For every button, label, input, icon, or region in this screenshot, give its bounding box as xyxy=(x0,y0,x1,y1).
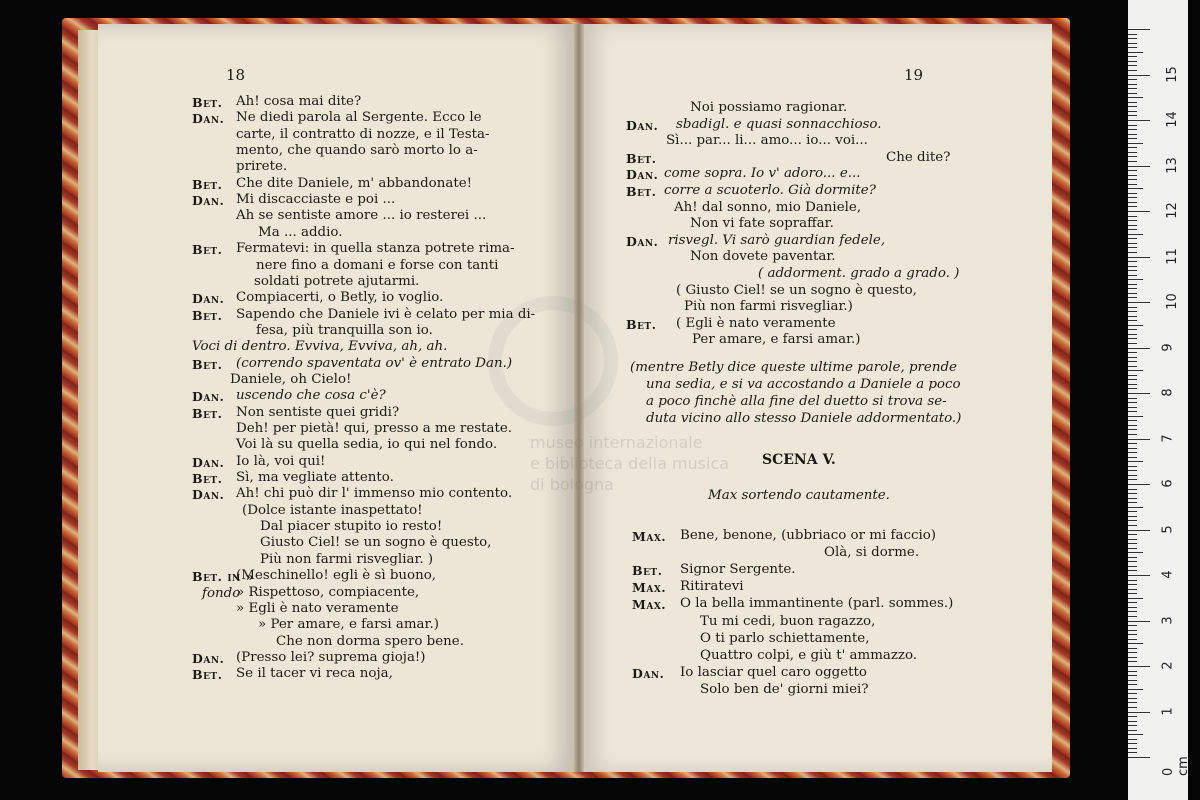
text-line: ( Egli è nato veramente xyxy=(676,315,836,331)
ruler-tick xyxy=(1128,484,1150,485)
ruler-label: 12 xyxy=(1164,202,1180,219)
ruler-tick xyxy=(1128,716,1137,717)
ruler-tick xyxy=(1128,675,1137,676)
ruler-tick xyxy=(1128,166,1150,167)
ruler-label: 0 cm xyxy=(1161,756,1191,776)
ruler-tick xyxy=(1128,125,1137,126)
ruler-tick xyxy=(1128,721,1137,722)
ruler-tick xyxy=(1128,543,1137,544)
speaker-label: Dan. xyxy=(192,454,225,470)
speaker-label: Bet. xyxy=(626,184,657,199)
ruler-label: 3 xyxy=(1160,615,1176,625)
text-line: Ritiratevi xyxy=(680,579,744,595)
text-line: Non dovete paventar. xyxy=(690,249,836,265)
ruler-tick xyxy=(1128,630,1137,631)
ruler-tick xyxy=(1128,743,1137,744)
text-line: ( addorment. grado a grado. ) xyxy=(758,266,960,281)
ruler-tick xyxy=(1128,434,1137,435)
ruler-label: 14 xyxy=(1164,111,1180,128)
ruler-tick xyxy=(1128,639,1137,640)
text-line: Giusto Ciel! se un sogno è questo, xyxy=(260,535,492,551)
ruler-tick xyxy=(1128,407,1137,408)
ruler-tick xyxy=(1128,75,1150,76)
ruler-tick xyxy=(1128,643,1143,644)
stage-direction-line: a poco finchè alla fine del duetto si trova se- xyxy=(646,394,947,409)
ruler-tick xyxy=(1128,661,1137,662)
ruler-tick xyxy=(1128,388,1137,389)
ruler-tick xyxy=(1128,589,1137,590)
ruler-tick xyxy=(1128,552,1143,553)
text-line: ( Giusto Ciel! se un sogno è questo, xyxy=(676,282,917,298)
text-line: prirete. xyxy=(236,159,288,175)
text-line: Quattro colpi, e giù t' ammazzo. xyxy=(700,647,918,663)
text-line: Che dite Daniele, m' abbandonate! xyxy=(236,175,473,191)
ruler-tick xyxy=(1128,425,1137,426)
text-line: Signor Sergente. xyxy=(680,562,796,578)
ruler-tick xyxy=(1128,311,1137,312)
speaker-label: Dan. xyxy=(192,389,225,405)
ruler-tick xyxy=(1128,202,1137,203)
ruler-tick xyxy=(1128,475,1137,476)
text-line: (Dolce istante inaspettato! xyxy=(242,502,423,518)
text-line: » Per amare, e farsi amar.) xyxy=(258,617,439,633)
ruler-tick xyxy=(1128,730,1137,731)
ruler-tick xyxy=(1128,666,1150,667)
ruler-tick xyxy=(1128,106,1137,107)
ruler-tick xyxy=(1128,680,1137,681)
text-line: » Egli è nato veramente xyxy=(236,600,399,616)
ruler-tick xyxy=(1128,175,1137,176)
text-line: Voi là su quella sedia, io qui nel fondo. xyxy=(236,437,498,453)
speaker-label: Bet. in » xyxy=(192,569,254,585)
ruler-tick xyxy=(1128,193,1137,194)
speaker-label: Bet. xyxy=(626,316,657,332)
ruler-tick xyxy=(1128,416,1143,417)
ruler-tick xyxy=(1128,561,1137,562)
ruler-tick xyxy=(1128,129,1137,130)
ruler-tick xyxy=(1128,443,1137,444)
text-line: Solo ben de' giorni miei? xyxy=(700,681,869,697)
ruler-tick xyxy=(1128,247,1137,248)
text-line: sbadigl. e quasi sonnacchioso. xyxy=(676,116,882,132)
ruler-tick xyxy=(1128,65,1137,66)
ruler-tick xyxy=(1128,352,1137,353)
ruler-tick xyxy=(1128,384,1137,385)
ruler-tick xyxy=(1128,216,1137,217)
ruler-tick xyxy=(1128,393,1150,394)
speaker-label: Dan. xyxy=(626,167,659,183)
ruler-tick xyxy=(1128,84,1137,85)
ruler-tick xyxy=(1128,147,1137,148)
text-line: fesa, più tranquilla son io. xyxy=(256,322,433,338)
speaker-label: Dan. xyxy=(626,117,659,133)
ruler-tick xyxy=(1128,70,1137,71)
ruler-tick xyxy=(1128,97,1143,98)
ruler-tick xyxy=(1128,43,1137,44)
text-line: Noi possiamo ragionar. xyxy=(690,100,848,115)
ruler-tick xyxy=(1128,557,1137,558)
ruler-tick xyxy=(1128,234,1143,235)
ruler-tick xyxy=(1128,457,1137,458)
speaker-label: Bet. xyxy=(192,307,223,323)
ruler-tick xyxy=(1128,334,1137,335)
text-line: come sopra. Io v' adoro... e... xyxy=(664,166,861,182)
speaker-label: Bet. xyxy=(192,176,223,192)
ruler-tick xyxy=(1128,429,1137,430)
ruler-tick xyxy=(1128,325,1143,326)
speaker-label: Dan. xyxy=(192,291,225,307)
ruler-tick xyxy=(1128,302,1150,303)
text-line: Non vi fate sopraffar. xyxy=(690,216,834,232)
ruler-tick xyxy=(1128,470,1137,471)
text-line: mento, che quando sarò morto lo a- xyxy=(236,143,478,159)
text-line: Bene, benone, (ubbriaco or mi faccio) xyxy=(680,528,937,543)
ruler-tick xyxy=(1128,179,1137,180)
text-line: » Rispettoso, compiacente, xyxy=(236,584,420,600)
ruler-tick xyxy=(1128,34,1137,35)
ruler-tick xyxy=(1128,525,1137,526)
ruler-tick xyxy=(1128,184,1137,185)
watermark-line: e biblioteca della musica xyxy=(530,454,730,473)
ruler-tick xyxy=(1128,707,1137,708)
ruler-tick xyxy=(1128,297,1137,298)
ruler-tick xyxy=(1128,616,1137,617)
ruler-tick xyxy=(1128,648,1137,649)
text-line: soldati potrete ajutarmi. xyxy=(254,273,420,289)
text-line: Fermatevi: in quella stanza potrete rima- xyxy=(236,241,515,257)
ruler-tick xyxy=(1128,29,1150,30)
ruler-tick xyxy=(1128,225,1137,226)
ruler-tick xyxy=(1128,47,1137,48)
text-line: Più non farmi risvegliar. ) xyxy=(260,551,434,567)
ruler-tick xyxy=(1128,197,1137,198)
ruler-tick xyxy=(1128,111,1137,112)
ruler-tick xyxy=(1128,152,1137,153)
text-line: Ma ... addio. xyxy=(258,224,343,240)
ruler-tick xyxy=(1128,598,1143,599)
ruler-tick xyxy=(1128,261,1137,262)
text-line: Ah! chi può dir l' immenso mio contento. xyxy=(236,486,513,502)
ruler-tick xyxy=(1128,575,1150,576)
ruler-label: 6 xyxy=(1160,479,1176,488)
ruler-tick xyxy=(1128,338,1137,339)
ruler-tick xyxy=(1128,439,1150,440)
ruler-tick xyxy=(1128,580,1137,581)
ruler-label: 4 xyxy=(1160,570,1176,579)
ruler-tick xyxy=(1128,398,1137,399)
ruler-tick xyxy=(1128,530,1150,531)
ruler-tick xyxy=(1128,520,1137,521)
ruler-tick xyxy=(1128,539,1137,540)
ruler-tick xyxy=(1128,602,1137,603)
ruler-tick xyxy=(1128,757,1150,758)
ruler-tick xyxy=(1128,115,1137,116)
watermark-line: di bologna xyxy=(530,475,614,494)
speaker-label: Dan. xyxy=(192,650,225,666)
speaker-label: Dan. xyxy=(192,193,225,209)
ruler-tick xyxy=(1128,584,1137,585)
ruler-tick xyxy=(1128,693,1137,694)
speaker-label: Dan. xyxy=(626,233,659,249)
text-line: Ah se sentiste amore ... io resterei ... xyxy=(236,208,487,224)
ruler-tick xyxy=(1128,93,1137,94)
text-line: Ne diedi parola al Sergente. Ecco le xyxy=(236,110,482,126)
ruler-tick xyxy=(1128,348,1150,349)
ruler-tick xyxy=(1128,461,1143,462)
ruler-tick xyxy=(1128,570,1137,571)
ruler-tick xyxy=(1128,498,1137,499)
ruler-tick xyxy=(1128,452,1137,453)
ruler-tick xyxy=(1128,566,1137,567)
ruler-tick xyxy=(1128,188,1143,189)
ruler-tick xyxy=(1128,689,1143,690)
ruler-label: 2 xyxy=(1160,661,1176,670)
text-line: carte, il contratto di nozze, e il Testa- xyxy=(236,126,490,142)
text-line: Più non farmi risvegliar.) xyxy=(684,299,853,315)
ruler-tick xyxy=(1128,343,1137,344)
speaker-label: Bet. xyxy=(632,563,663,579)
ruler-tick xyxy=(1128,402,1137,403)
text-line: Deh! per pietà! qui, presso a me restate. xyxy=(236,421,513,436)
page-number-right: 19 xyxy=(904,66,924,84)
ruler-tick xyxy=(1128,156,1137,157)
text-line: uscendo che cosa c'è? xyxy=(236,388,386,404)
speaker-label: fondo xyxy=(202,585,241,601)
ruler-tick xyxy=(1128,420,1137,421)
ruler-tick xyxy=(1128,56,1137,57)
ruler-label: 9 xyxy=(1160,342,1176,352)
text-line: Sapendo che Daniele ivi è celato per mia di- xyxy=(236,306,536,322)
ruler-label: 8 xyxy=(1160,388,1176,397)
ruler-tick xyxy=(1128,270,1137,271)
text-line: Mi discacciaste e poi ... xyxy=(236,192,396,208)
ruler-tick xyxy=(1128,511,1137,512)
text-line: (Meschinello! egli è sì buono, xyxy=(236,568,437,584)
text-line: O ti parlo schiettamente, xyxy=(700,630,870,646)
ruler-tick xyxy=(1128,320,1137,321)
text-line: Per amare, e farsi amar.) xyxy=(692,332,861,348)
ruler-tick xyxy=(1128,275,1137,276)
stage-direction-line: duta vicino allo stesso Daniele addormentato.) xyxy=(646,411,962,426)
ruler-tick xyxy=(1128,257,1150,258)
stage-direction-line: (mentre Betly dice queste ultime parole, prende xyxy=(630,360,957,375)
ruler-tick xyxy=(1128,52,1143,53)
ruler-tick xyxy=(1128,316,1137,317)
text-line: Olà, si dorme. xyxy=(824,545,920,561)
ruler-tick xyxy=(1128,698,1137,699)
speaker-label: Bet. xyxy=(192,356,223,372)
ruler-tick xyxy=(1128,466,1137,467)
ruler-tick xyxy=(1128,252,1137,253)
ruler-tick xyxy=(1128,229,1137,230)
speaker-label: Bet. xyxy=(192,471,223,487)
ruler-tick xyxy=(1128,238,1137,239)
ruler-tick xyxy=(1128,161,1137,162)
text-line: Che non dorma spero bene. xyxy=(276,633,464,649)
ruler-tick xyxy=(1128,734,1143,735)
page-number-left: 18 xyxy=(226,66,246,84)
speaker-label: Max. xyxy=(632,597,667,613)
ruler-tick xyxy=(1128,211,1150,212)
ruler-tick xyxy=(1128,170,1137,171)
ruler-tick xyxy=(1128,366,1137,367)
ruler-tick xyxy=(1128,284,1137,285)
ruler-tick xyxy=(1128,120,1150,121)
ruler-tick xyxy=(1128,489,1137,490)
ruler-label: 5 xyxy=(1160,524,1176,534)
ruler-tick xyxy=(1128,102,1137,103)
ruler-tick xyxy=(1128,684,1137,685)
ruler-tick xyxy=(1128,288,1137,289)
text-line: Io là, voi qui! xyxy=(236,453,326,469)
speaker-label: Bet. xyxy=(192,405,223,421)
ruler-tick xyxy=(1128,448,1137,449)
text-line: Sì, ma vegliate attento. xyxy=(236,470,394,486)
ruler-tick xyxy=(1128,329,1137,330)
speaker-label: Dan. xyxy=(192,111,225,127)
ruler-tick xyxy=(1128,61,1137,62)
ruler-tick xyxy=(1128,671,1137,672)
ruler-tick xyxy=(1128,657,1137,658)
ruler-tick xyxy=(1128,593,1137,594)
ruler-label: 11 xyxy=(1164,247,1180,265)
speaker-label: Bet. xyxy=(192,667,223,683)
text-line: Daniele, oh Cielo! xyxy=(230,371,352,387)
text-line: (correndo spaventata ov' è entrato Dan.) xyxy=(236,355,513,371)
ruler-tick xyxy=(1128,138,1137,139)
ruler-tick xyxy=(1128,411,1137,412)
text-line: Io lasciar quel caro oggetto xyxy=(680,664,867,680)
ruler-tick xyxy=(1128,279,1143,280)
speaker-label: Dan. xyxy=(192,487,225,503)
ruler-tick xyxy=(1128,220,1137,221)
text-line: Voci di dentro. Evviva, Evviva, ah, ah. xyxy=(192,339,448,355)
ruler-tick xyxy=(1128,739,1137,740)
text-line: Ah! cosa mai dite? xyxy=(236,94,362,109)
ruler-tick xyxy=(1128,361,1137,362)
text-line: (Presso lei? suprema gioja!) xyxy=(236,649,426,665)
ruler-tick xyxy=(1128,307,1137,308)
ruler-tick xyxy=(1128,134,1137,135)
speaker-label: Dan. xyxy=(632,665,665,681)
ruler-tick xyxy=(1128,625,1137,626)
ruler-tick xyxy=(1128,143,1143,144)
text-line: Non sentiste quei gridi? xyxy=(236,404,400,420)
text-line: Compiacerti, o Betly, io voglio. xyxy=(236,290,444,306)
ruler-tick xyxy=(1128,375,1137,376)
ruler-label: 10 xyxy=(1164,293,1180,310)
ruler-tick xyxy=(1128,38,1137,39)
ruler-tick xyxy=(1128,652,1137,653)
text-line: corre a scuoterlo. Già dormite? xyxy=(664,183,876,198)
ruler-tick xyxy=(1128,516,1137,517)
ruler-tick xyxy=(1128,611,1137,612)
ruler-tick xyxy=(1128,725,1137,726)
speaker-label: Max. xyxy=(632,529,667,544)
ruler-tick xyxy=(1128,79,1137,80)
ruler-tick xyxy=(1128,621,1150,622)
text-line: Tu mi cedi, buon ragazzo, xyxy=(700,613,876,629)
ruler-tick xyxy=(1128,357,1137,358)
ruler-tick xyxy=(1128,493,1137,494)
speaker-label: Bet. xyxy=(626,150,657,166)
ruler-tick xyxy=(1128,634,1137,635)
ruler-tick xyxy=(1128,370,1143,371)
ruler-label: 13 xyxy=(1164,156,1180,174)
ruler-tick xyxy=(1128,702,1137,703)
ruler-tick xyxy=(1128,206,1137,207)
ruler-tick xyxy=(1128,507,1143,508)
ruler-tick xyxy=(1128,379,1137,380)
text-line: nere fino a domani e forse con tanti xyxy=(256,257,499,273)
ruler-tick xyxy=(1128,293,1137,294)
ruler-label: 7 xyxy=(1160,433,1176,443)
text-line: Sì... par... li... amo... io... voi... xyxy=(666,133,868,149)
ruler-tick xyxy=(1128,548,1137,549)
watermark-line: museo internazionale xyxy=(530,433,703,452)
ruler-tick xyxy=(1128,712,1150,713)
measuring-ruler xyxy=(1128,0,1191,800)
scene-heading: SCENA V. xyxy=(762,452,836,468)
speaker-label: Bet. xyxy=(192,95,223,110)
ruler-tick xyxy=(1128,534,1137,535)
watermark-text xyxy=(530,432,760,495)
ruler-tick xyxy=(1128,88,1137,89)
ruler-label: 15 xyxy=(1164,65,1180,83)
ruler-tick xyxy=(1128,752,1137,753)
ruler-tick xyxy=(1128,266,1137,267)
ruler-label: 1 xyxy=(1160,706,1176,716)
speaker-label: Max. xyxy=(632,580,667,596)
ruler-tick xyxy=(1128,502,1137,503)
ruler-tick xyxy=(1128,243,1137,244)
text-line: Che dite? xyxy=(886,149,951,165)
speaker-label: Bet. xyxy=(192,242,223,258)
text-line: Se il tacer vi reca noja, xyxy=(236,666,393,682)
ruler-tick xyxy=(1128,479,1137,480)
ruler-tick xyxy=(1128,748,1137,749)
text-line: O la bella immantinente (parl. sommes.) xyxy=(680,596,954,612)
stage-direction-line: una sedia, e si va accostando a Daniele a poco xyxy=(646,377,961,392)
ruler-tick xyxy=(1128,607,1137,608)
scene-subheading: Max sortendo cautamente. xyxy=(708,488,890,503)
text-line: Ah! dal sonno, mio Daniele, xyxy=(674,199,862,215)
text-line: Dal piacer stupito io resto! xyxy=(260,519,443,535)
text-line: risvegl. Vi sarò guardian fedele, xyxy=(668,232,886,248)
